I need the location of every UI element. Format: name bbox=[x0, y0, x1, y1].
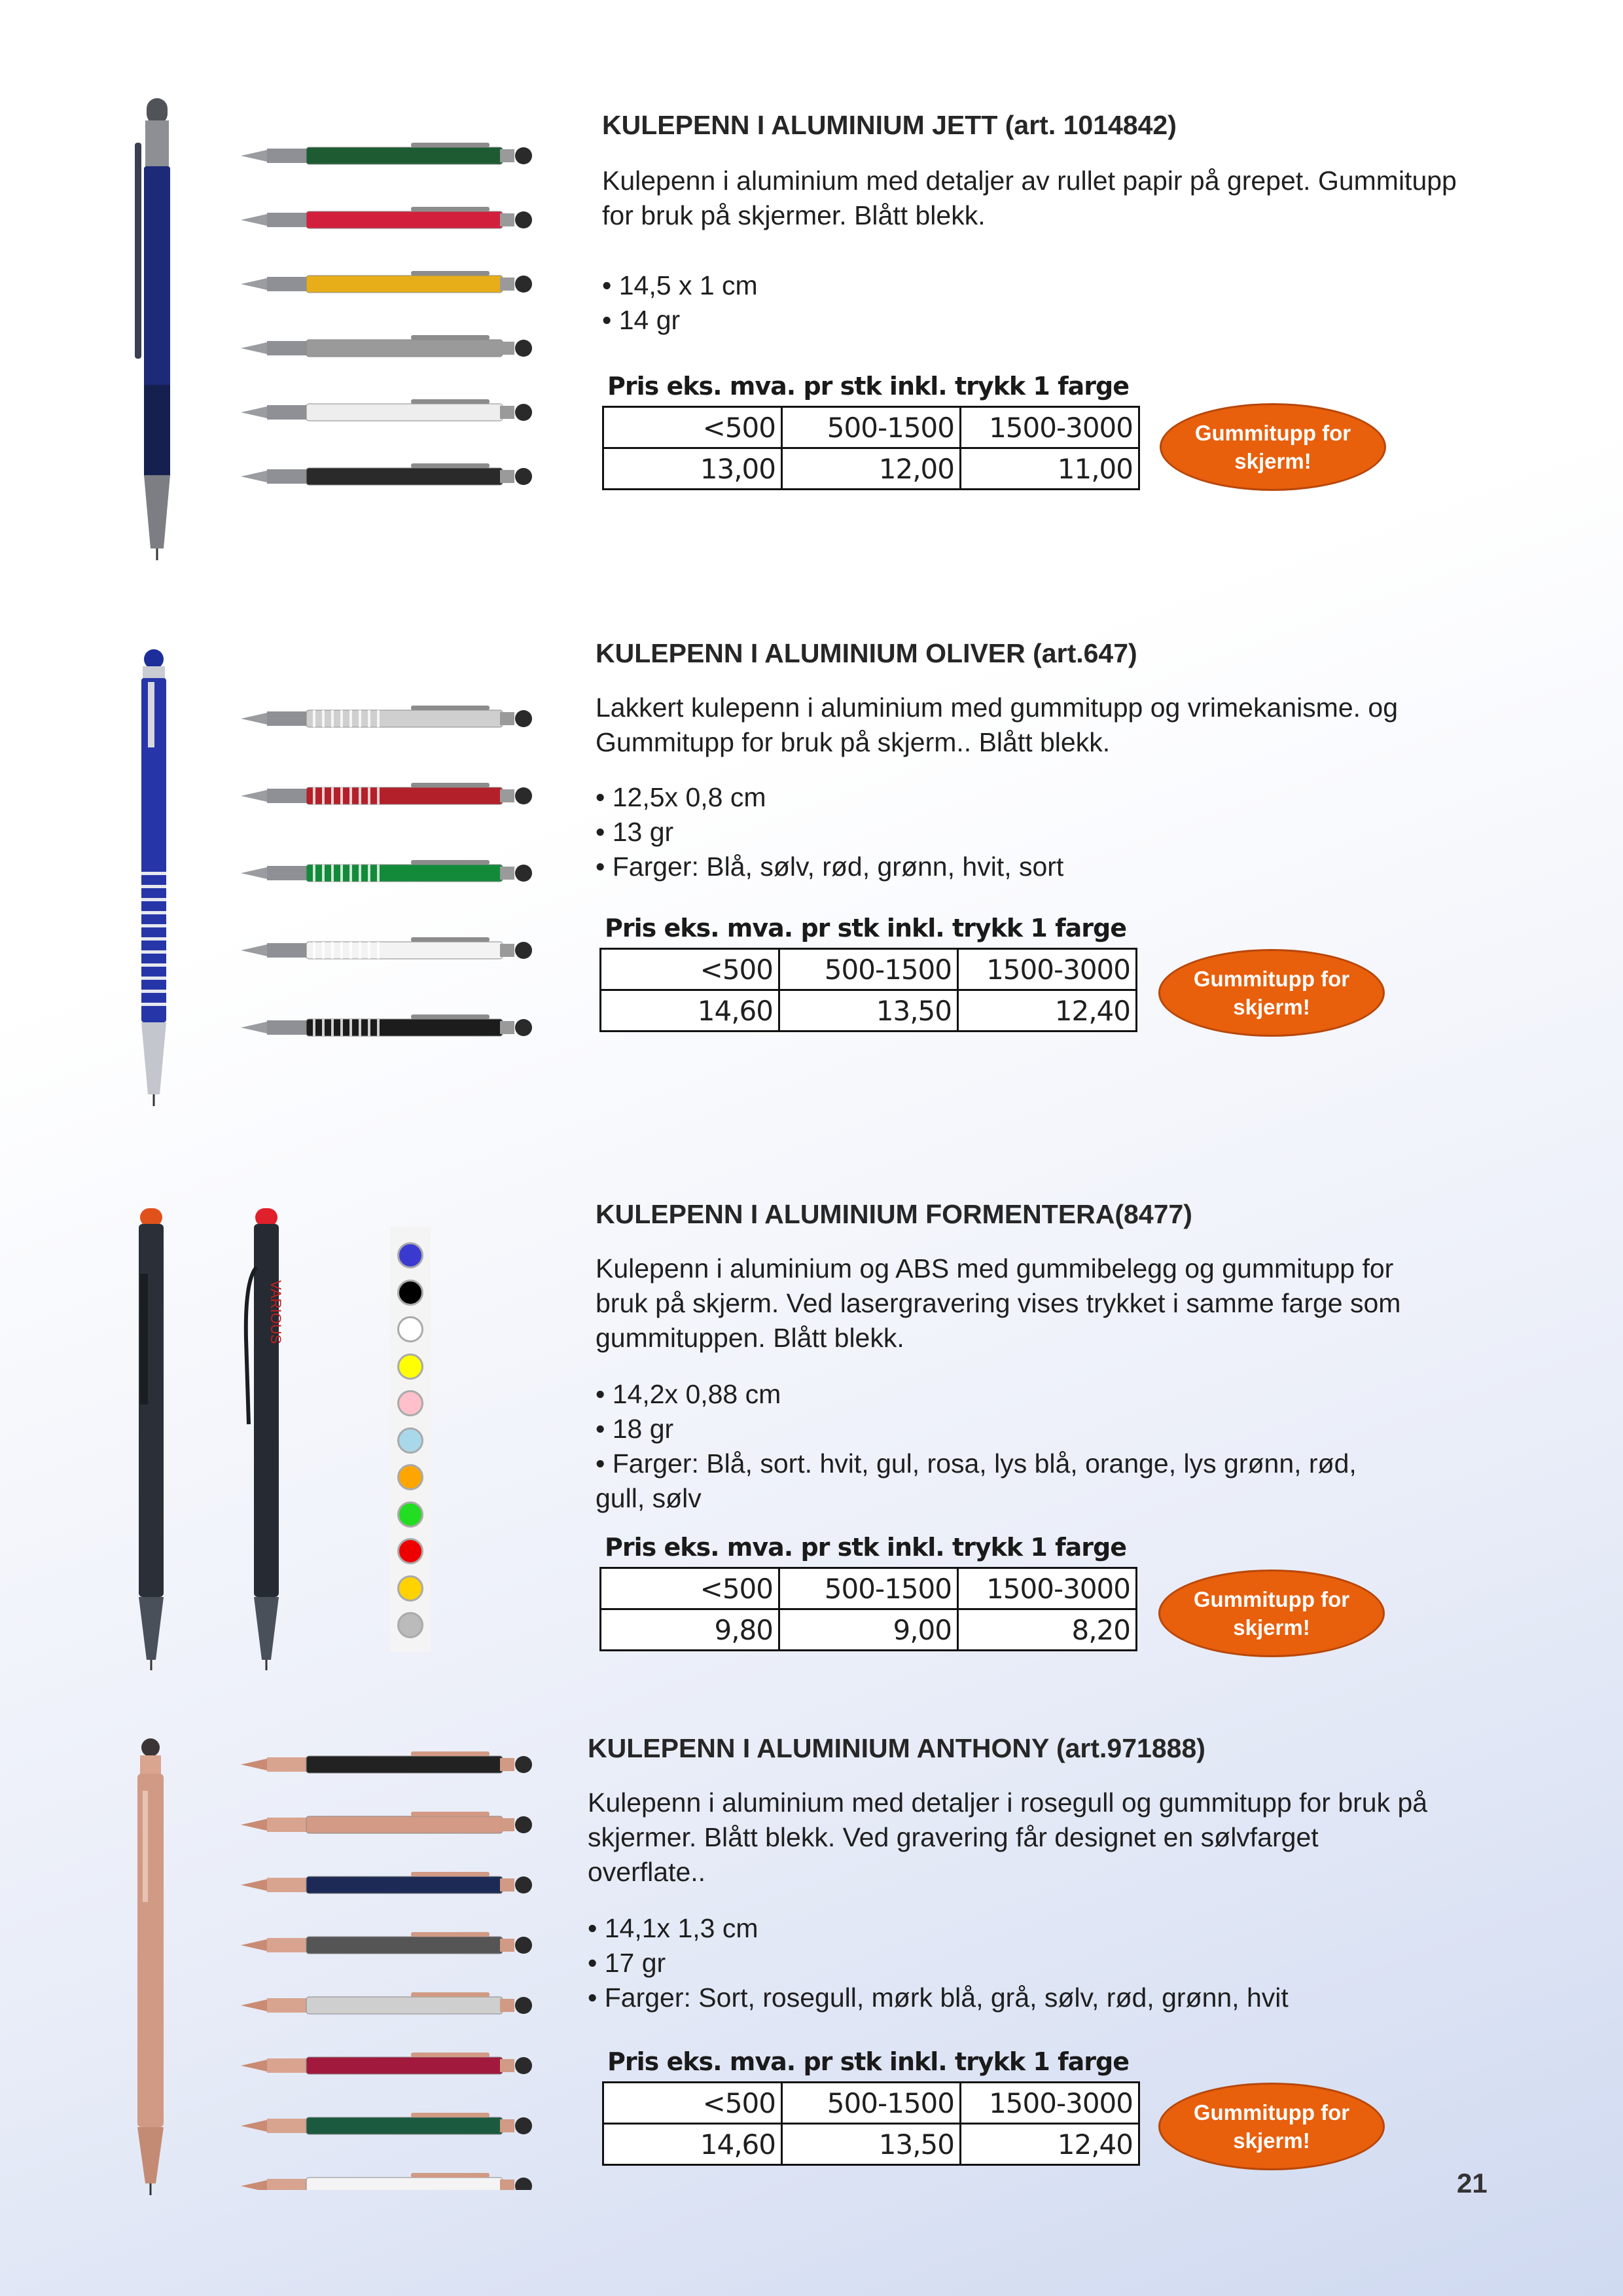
price-header: <500 bbox=[603, 2083, 782, 2124]
price-value: 14,60 bbox=[601, 990, 779, 1031]
price-header: 1500-3000 bbox=[958, 1568, 1137, 1609]
price-value: 13,50 bbox=[782, 2124, 961, 2165]
price-header: 500-1500 bbox=[782, 2083, 961, 2124]
product-description: Lakkert kulepenn i aluminium med gummitupp og vrimekanisme. og Gummitupp for bruk på skjerm.. Blått blekk. bbox=[596, 692, 1399, 757]
price-header: 1500-3000 bbox=[961, 2083, 1139, 2124]
pen-variant bbox=[241, 2113, 532, 2134]
price-table bbox=[602, 2081, 1140, 2166]
product-title: KULEPENN I ALUMINIUM ANTHONY (art.971888) bbox=[588, 1733, 1205, 1763]
price-header: <500 bbox=[601, 949, 779, 990]
pen-variant bbox=[241, 1751, 532, 1773]
spec-item: • 14,2x 0,88 cm bbox=[596, 1377, 1357, 1412]
price-header: 1500-3000 bbox=[958, 949, 1137, 990]
spec-item: • Farger: Sort, rosegull, mørk blå, grå, sølv, rød, grønn, hvit bbox=[588, 1981, 1289, 2015]
price-value: 12,40 bbox=[958, 990, 1137, 1031]
spec-item: • 18 gr bbox=[596, 1412, 1357, 1446]
spec-item: • 13 gr bbox=[596, 815, 1063, 850]
price-header: 500-1500 bbox=[779, 949, 958, 990]
price-value: 13,50 bbox=[779, 990, 958, 1031]
touch-tip-badge: Gummitupp for skjerm! bbox=[1158, 949, 1385, 1037]
price-label: Pris eks. mva. pr stk inkl. trykk 1 farge bbox=[605, 914, 1126, 942]
price-value: 11,00 bbox=[961, 448, 1139, 490]
product-title: KULEPENN I ALUMINIUM OLIVER (art.647) bbox=[596, 638, 1137, 668]
pen-color-variants bbox=[241, 1745, 542, 2190]
price-label: Pris eks. mva. pr stk inkl. trykk 1 farge bbox=[607, 2047, 1129, 2076]
price-header: 1500-3000 bbox=[961, 407, 1139, 448]
price-value-row bbox=[603, 2124, 1139, 2165]
pen-variant bbox=[241, 1872, 532, 1893]
price-value: 12,00 bbox=[782, 448, 961, 490]
pen-variant bbox=[241, 2053, 532, 2074]
price-header: <500 bbox=[603, 407, 782, 448]
spec-item: • 12,5x 0,8 cm bbox=[596, 780, 1063, 815]
spec-item: • 14,1x 1,3 cm bbox=[588, 1911, 1289, 1946]
page-number: 21 bbox=[1457, 2168, 1488, 2198]
price-header: <500 bbox=[601, 1568, 779, 1609]
price-value: 9,00 bbox=[779, 1609, 958, 1651]
touch-tip-badge: Gummitupp for skjerm! bbox=[1160, 403, 1386, 491]
price-label: Pris eks. mva. pr stk inkl. trykk 1 farge bbox=[605, 1533, 1126, 1562]
product-title: KULEPENN I ALUMINIUM JETT (art. 1014842) bbox=[602, 110, 1177, 140]
spec-item: • Farger: Blå, sølv, rød, grønn, hvit, sort bbox=[596, 850, 1063, 884]
product-description: Kulepenn i aluminium med detaljer i rosegull og gummitupp for bruk på skjermer. Blått blekk. Ved gravering får designet en sølvfarget overflate.. bbox=[588, 1787, 1428, 1887]
spec-item: • 17 gr bbox=[588, 1946, 1289, 1981]
price-header: 500-1500 bbox=[779, 1568, 958, 1609]
pen-vertical-image bbox=[131, 1738, 170, 2197]
product-specs bbox=[588, 1911, 1289, 2015]
price-value: 13,00 bbox=[603, 448, 782, 490]
pen-variant bbox=[241, 1992, 532, 2014]
product-title: KULEPENN I ALUMINIUM FORMENTERA(8477) bbox=[596, 1199, 1192, 1229]
price-value: 8,20 bbox=[958, 1609, 1137, 1651]
spec-item: • 14,5 x 1 cm bbox=[602, 268, 758, 303]
price-header: 500-1500 bbox=[782, 407, 961, 448]
spec-item: • 14 gr bbox=[602, 303, 758, 338]
spec-item: • Farger: Blå, sort. hvit, gul, rosa, lys blå, orange, lys grønn, rød, bbox=[596, 1446, 1357, 1481]
touch-tip-badge: Gummitupp for skjerm! bbox=[1158, 1570, 1385, 1657]
spec-item-continuation: gull, sølv bbox=[596, 1483, 702, 1513]
pen-variant bbox=[241, 1932, 532, 1954]
price-value: 14,60 bbox=[603, 2124, 782, 2165]
product-description: Kulepenn i aluminium og ABS med gummibelegg og gummitupp for bruk på skjerm. Ved lasergravering vises trykket i samme farge som gummituppen. Blått blekk. bbox=[596, 1253, 1401, 1353]
price-label: Pris eks. mva. pr stk inkl. trykk 1 farge bbox=[607, 372, 1129, 401]
pen-variant bbox=[241, 2173, 532, 2190]
price-value: 9,80 bbox=[601, 1609, 779, 1651]
product-description: Kulepenn i aluminium med detaljer av rullet papir på grepet. Gummitupp for bruk på skjermer. Blått blekk. bbox=[602, 166, 1457, 230]
pen-variant bbox=[241, 1812, 532, 1833]
price-header-row bbox=[603, 2083, 1139, 2124]
engraving-text: VARIOUS bbox=[268, 1280, 284, 1344]
price-value: 12,40 bbox=[961, 2124, 1139, 2165]
touch-tip-badge: Gummitupp for skjerm! bbox=[1158, 2083, 1385, 2170]
